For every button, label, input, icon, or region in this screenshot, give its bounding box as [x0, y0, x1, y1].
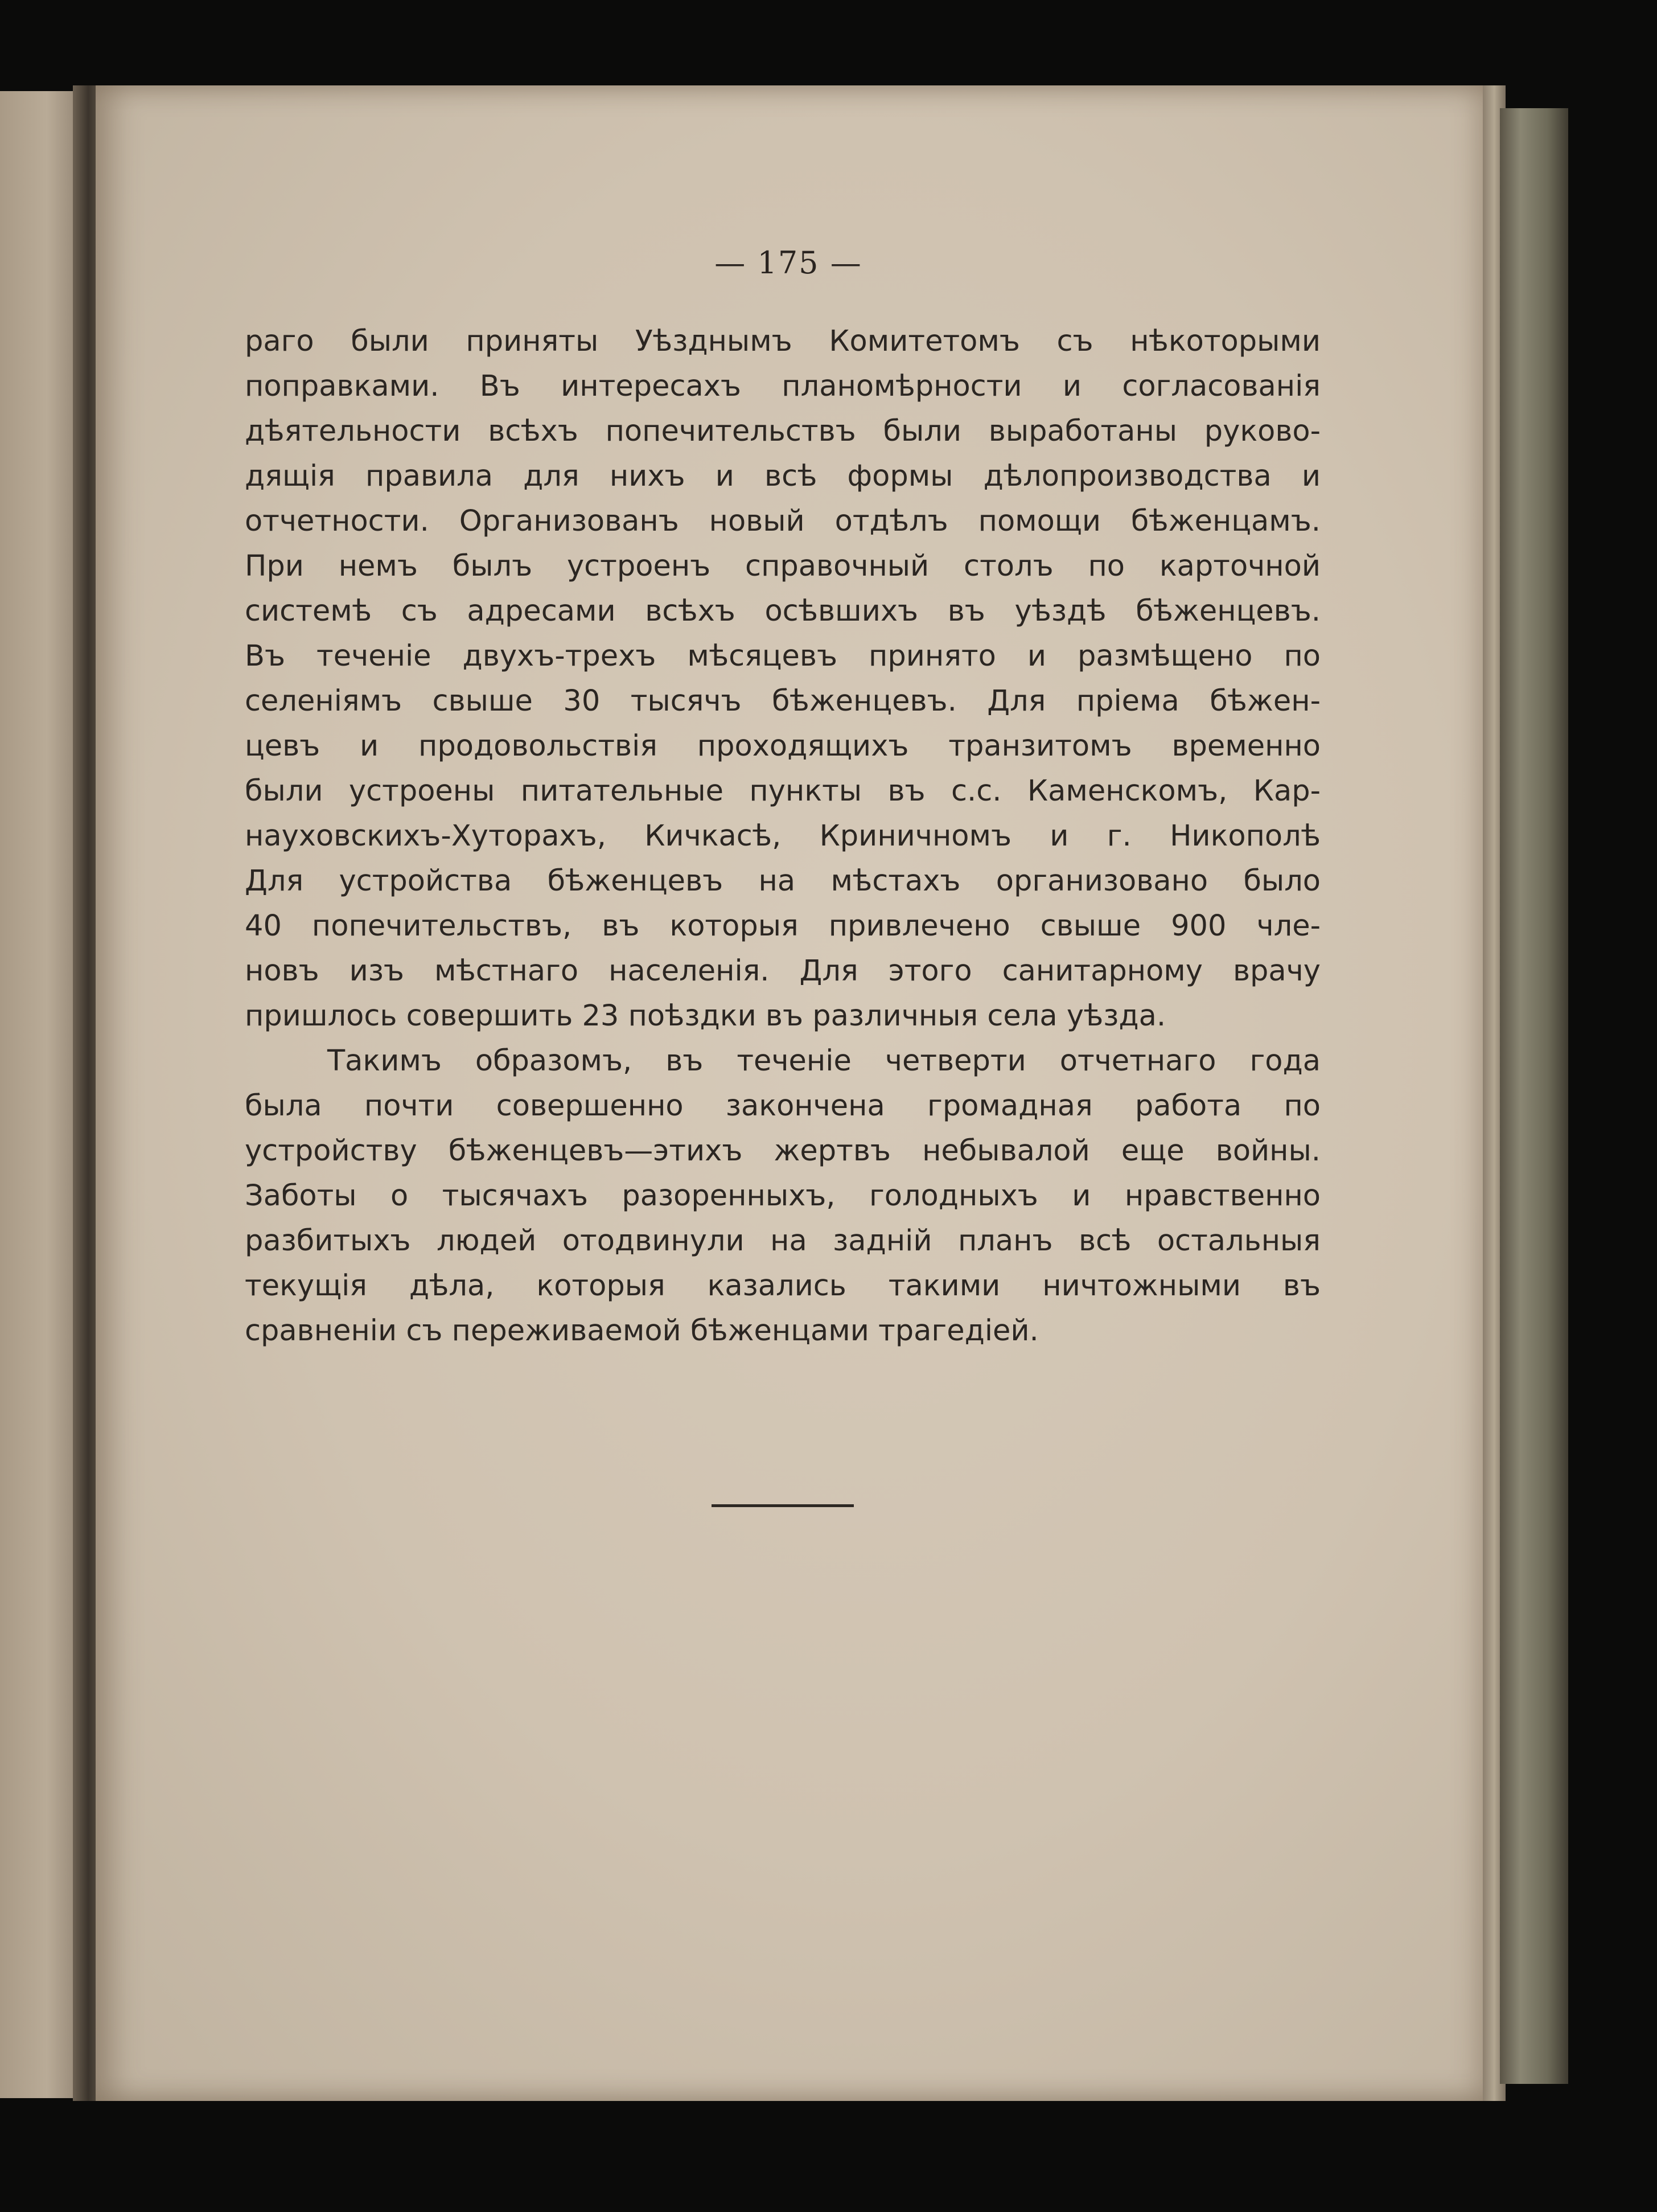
page-number: — 175 — [714, 245, 862, 281]
section-divider [712, 1504, 854, 1507]
text-line: Заботы о тысячахъ разоренныхъ, голодныхъ и нравственно [245, 1179, 1321, 1213]
text-line: Такимъ образомъ, въ теченіе четверти отчетнаго года [327, 1044, 1321, 1078]
text-line: новъ изъ мѣстнаго населенія. Для этого санитарному врачу [245, 954, 1321, 988]
text-line: дящія правила для нихъ и всѣ формы дѣлопроизводства и [245, 459, 1321, 493]
text-line: были устроены питательные пункты въ с.с. Каменскомъ, Кар- [245, 774, 1321, 808]
text-line: При немъ былъ устроенъ справочный столъ по карточной [245, 549, 1321, 583]
text-line: устройству бѣженцевъ—этихъ жертвъ небывалой еще войны. [245, 1134, 1321, 1168]
text-line: была почти совершенно закончена громадная работа по [245, 1089, 1321, 1123]
text-line: сравненіи съ переживаемой бѣженцами трагедіей. [245, 1314, 1039, 1348]
paragraph [245, 319, 1321, 1039]
text-line: раго были приняты Уѣзднымъ Комитетомъ съ нѣкоторыми [245, 325, 1321, 358]
text-line: Въ теченіе двухъ-трехъ мѣсяцевъ принято и размѣщено по [245, 639, 1321, 673]
book-cover-edge [1500, 108, 1568, 2084]
text-line: разбитыхъ людей отодвинули на заднiй планъ всѣ остальныя [245, 1224, 1321, 1258]
text-line: поправками. Въ интересахъ планомѣрности и согласованія [245, 370, 1321, 403]
text-line: науховскихъ-Хуторахъ, Кичкасѣ, Криничномъ и г. Никополѣ [245, 819, 1321, 853]
text-line: Для устройства бѣженцевъ на мѣстахъ организовано было [245, 864, 1321, 898]
text-line: пришлось совершить 23 поѣздки въ различныя села уѣзда. [245, 999, 1166, 1033]
text-line: 40 попечительствъ, въ которыя привлечено свыше 900 чле- [245, 909, 1321, 943]
text-line: системѣ съ адресами всѣхъ осѣвшихъ въ уѣздѣ бѣженцевъ. [245, 594, 1321, 628]
text-line: текущія дѣла, которыя казались такими ничтожными въ [245, 1269, 1321, 1303]
text-line: селеніямъ свыше 30 тысячъ бѣженцевъ. Для пріема бѣжен- [245, 684, 1321, 718]
text-line: дѣятельности всѣхъ попечительствъ были выработаны руково- [245, 415, 1321, 448]
paragraph [245, 1039, 1321, 1353]
text-line: цевъ и продовольствія проходящихъ транзитомъ временно [245, 729, 1321, 763]
text-line: отчетности. Организованъ новый отдѣлъ помощи бѣженцамъ. [245, 504, 1321, 538]
page-body [245, 319, 1321, 1353]
